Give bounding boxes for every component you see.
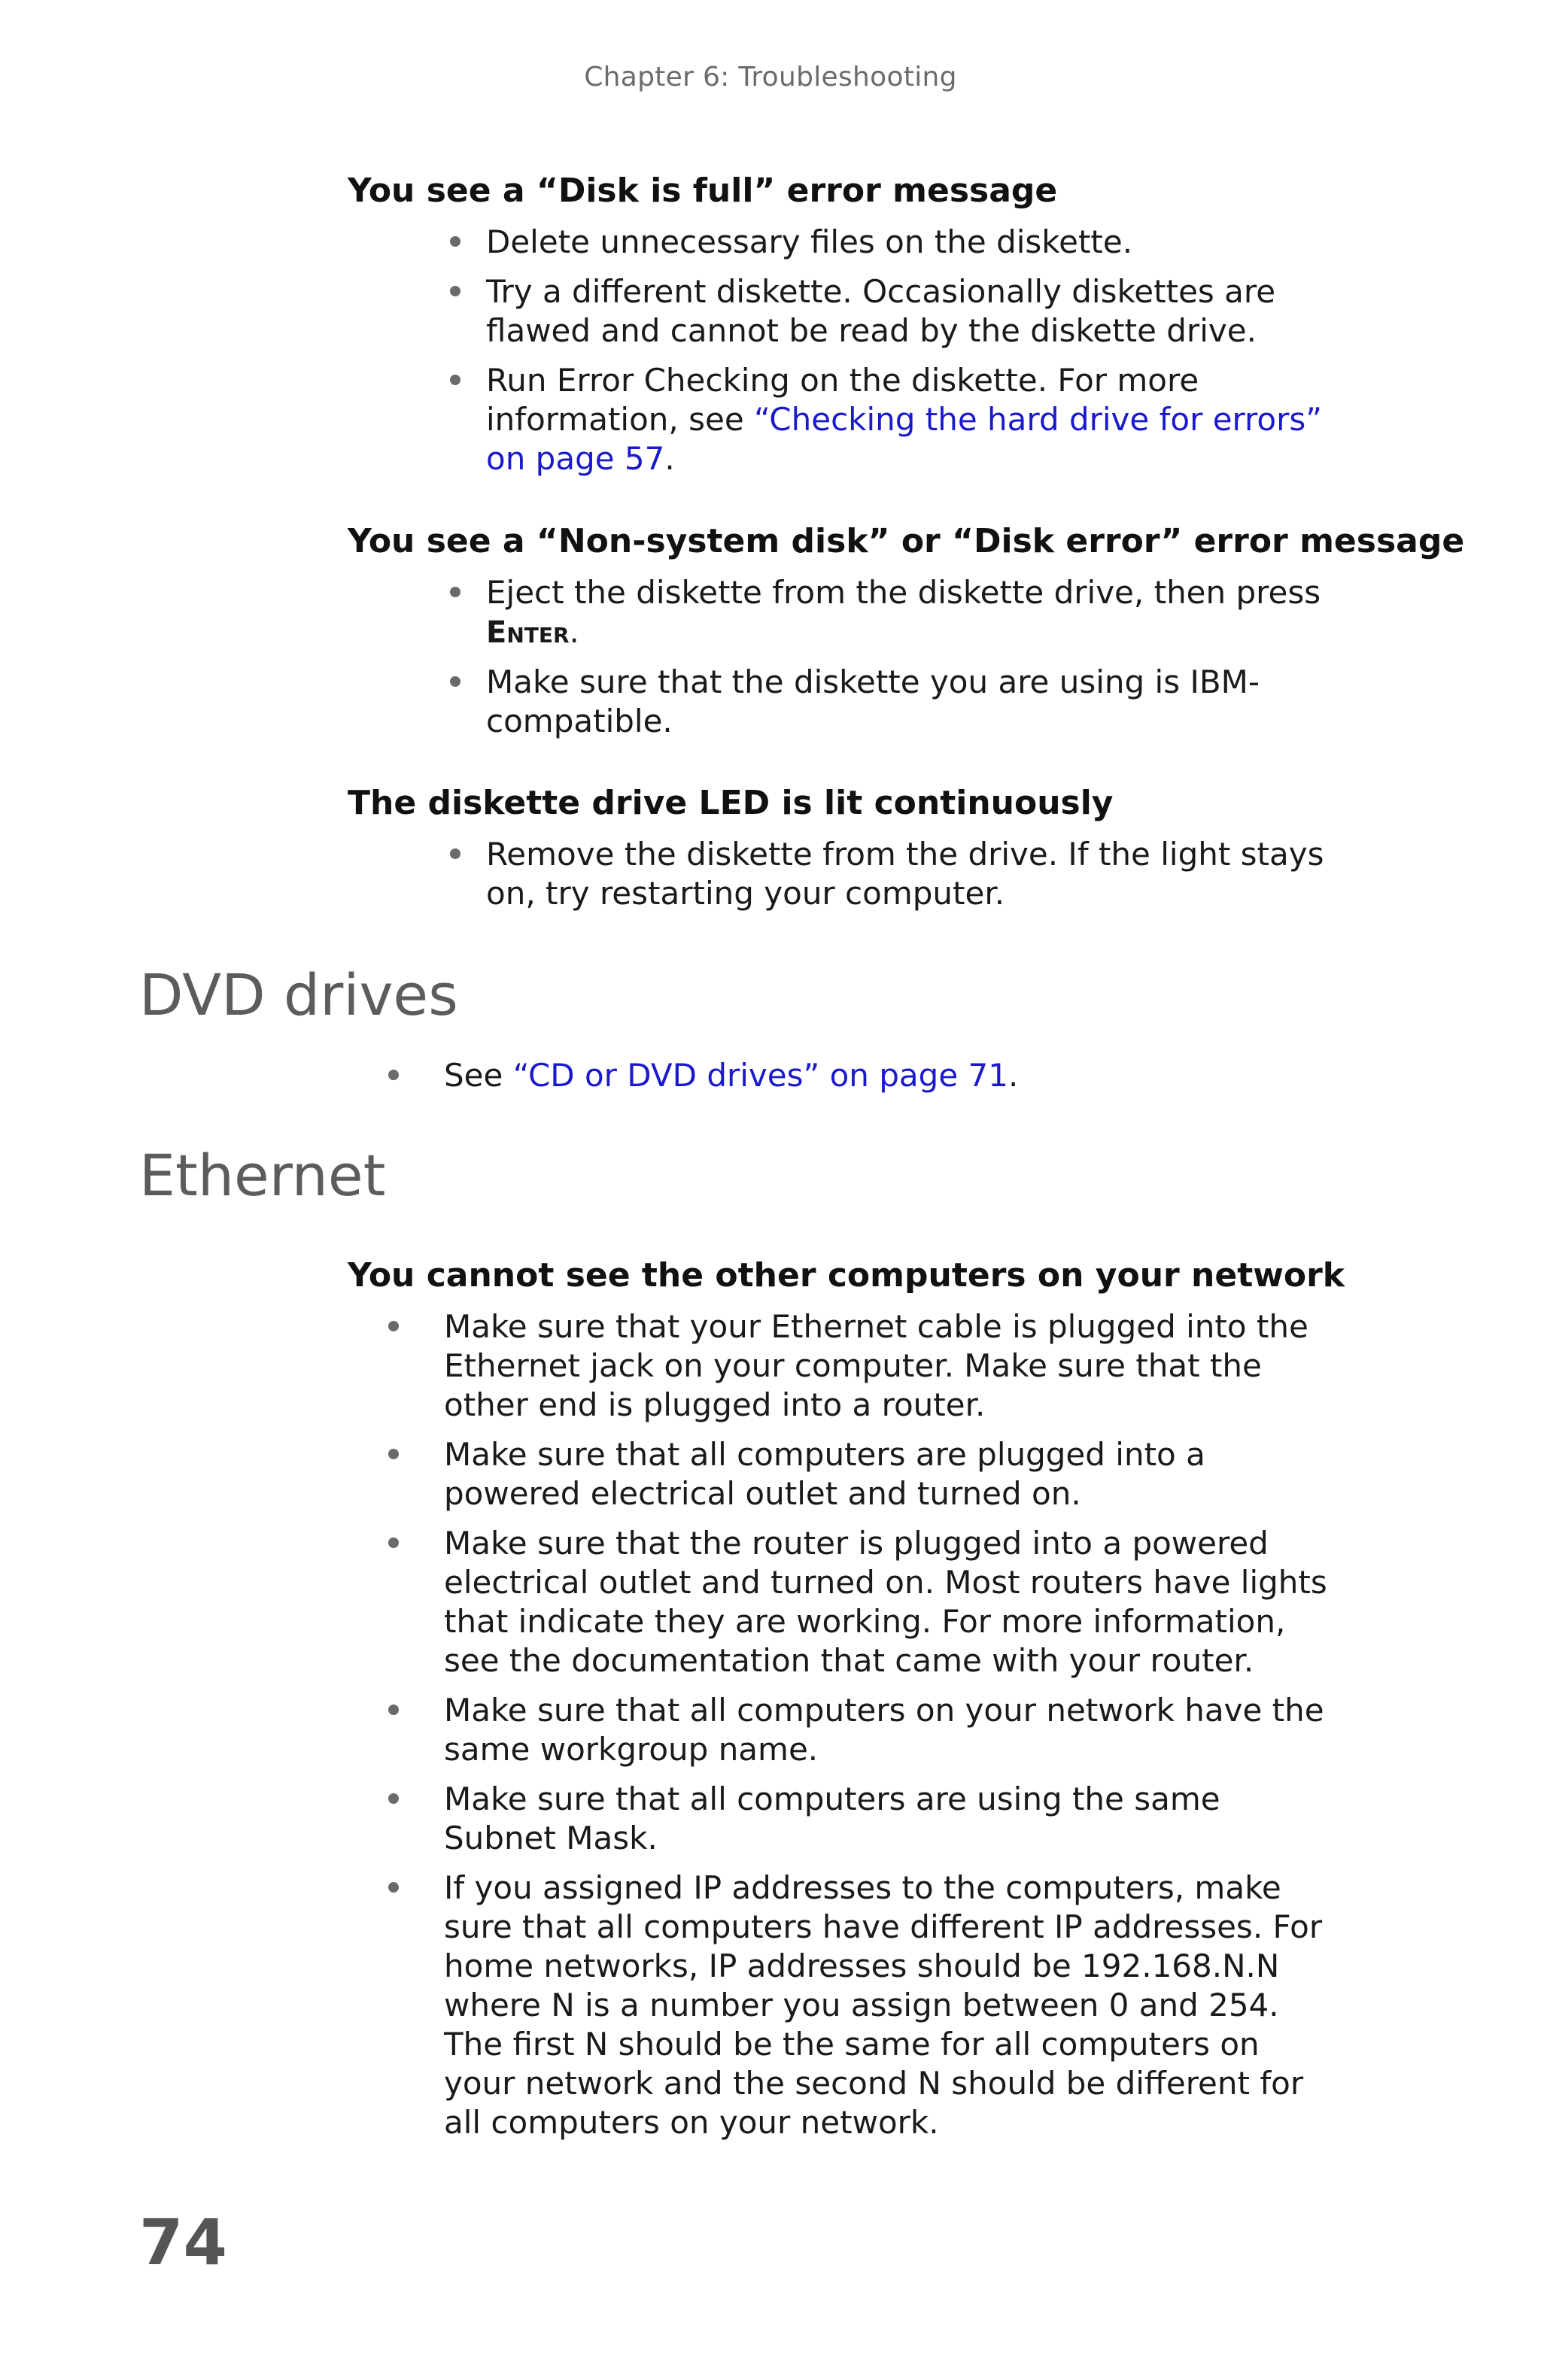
bullet-icon bbox=[388, 1449, 399, 1459]
list-item: Make sure that all computers are plugged into a powered electrical outlet and turned on. bbox=[444, 1435, 1329, 1513]
list-item: Run Error Checking on the diskette. For more information, see “Checking the hard drive for errors” on page 57. bbox=[486, 361, 1329, 478]
led-list bbox=[486, 835, 1329, 924]
ethernet-heading: You cannot see the other computers on your network bbox=[348, 1256, 1345, 1295]
list-item: Remove the diskette from the drive. If the light stays on, try restarting your computer. bbox=[486, 835, 1329, 913]
running-header: Chapter 6: Troubleshooting bbox=[584, 62, 957, 93]
bullet-icon bbox=[388, 1793, 399, 1804]
list-item: If you assigned IP addresses to the computers, make sure that all computers have different IP addresses. For home networks, IP addresses should be 192.168.N.N where N is a number you assign between 0 and 254. The first N should be the same for all computers on your network and the second N should be different for all computers on your network. bbox=[444, 1868, 1329, 2142]
bullet-icon bbox=[388, 1538, 399, 1548]
bullet-icon bbox=[388, 1705, 399, 1715]
list-item: Make sure that the diskette you are using is IBM-compatible. bbox=[486, 663, 1329, 741]
list-item: Make sure that all computers are using the same Subnet Mask. bbox=[444, 1780, 1329, 1858]
dvd-drives-title: DVD drives bbox=[139, 961, 458, 1028]
list-item: Make sure that your Ethernet cable is plugged into the Ethernet jack on your computer. Make sure that the other end is plugged into a router. bbox=[444, 1307, 1329, 1425]
list-item: See “CD or DVD drives” on page 71. bbox=[444, 1056, 1329, 1095]
dvd-list bbox=[444, 1056, 1329, 1106]
disk-full-list bbox=[486, 223, 1329, 489]
list-item: Try a different diskette. Occasionally diskettes are flawed and cannot be read by the diskette drive. bbox=[486, 272, 1329, 351]
bullet-icon bbox=[388, 1070, 399, 1080]
bullet-icon bbox=[450, 848, 460, 859]
bullet-icon bbox=[388, 1321, 399, 1331]
bullet-icon bbox=[450, 236, 460, 247]
non-system-disk-list bbox=[486, 573, 1329, 751]
cd-dvd-drives-link[interactable]: “CD or DVD drives” on page 71 bbox=[512, 1057, 1008, 1094]
disk-full-heading: You see a “Disk is full” error message bbox=[348, 172, 1058, 210]
non-system-disk-heading: You see a “Non-system disk” or “Disk error” error message bbox=[348, 522, 1465, 560]
list-item: Eject the diskette from the diskette drive, then press Enter. bbox=[486, 573, 1329, 652]
bullet-icon bbox=[388, 1882, 399, 1893]
bullet-icon bbox=[450, 375, 460, 385]
bullet-icon bbox=[450, 286, 460, 296]
ethernet-title: Ethernet bbox=[139, 1142, 386, 1209]
led-heading: The diskette drive LED is lit continuously bbox=[348, 784, 1114, 822]
enter-key-label: Enter bbox=[486, 615, 570, 650]
ethernet-list bbox=[444, 1307, 1329, 2153]
checking-hard-drive-link[interactable]: “Checking the hard drive for errors” on page 57 bbox=[486, 401, 1323, 477]
bullet-icon bbox=[450, 587, 460, 597]
bullet-icon bbox=[450, 676, 460, 687]
list-item: Make sure that the router is plugged into a powered electrical outlet and turned on. Most routers have lights that indicate they are working. For more information, see the documentation that came with your router. bbox=[444, 1524, 1329, 1680]
page-number: 74 bbox=[139, 2205, 227, 2279]
list-item: Make sure that all computers on your network have the same workgroup name. bbox=[444, 1691, 1329, 1769]
list-item: Delete unnecessary files on the diskette. bbox=[486, 223, 1329, 262]
